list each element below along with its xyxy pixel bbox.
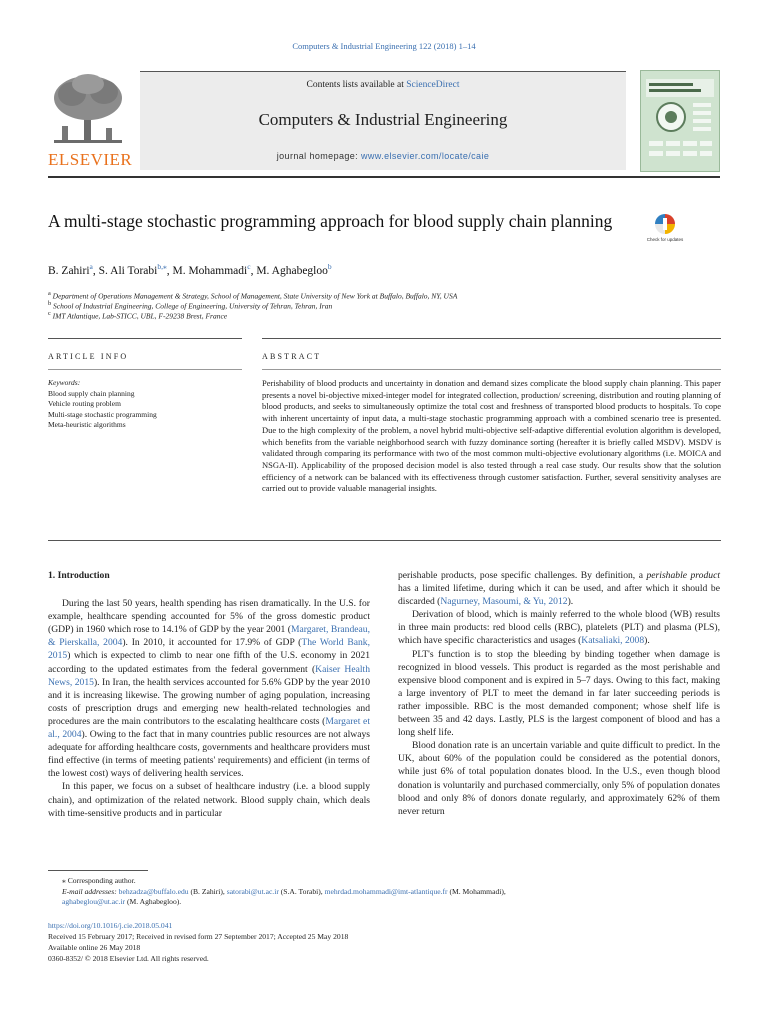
affil-text: School of Industrial Engineering, College of Engineering, University of Tehran, Tehran, Iran	[53, 301, 333, 311]
author-name[interactable]: M. Mohammadi	[172, 264, 248, 277]
author-affil-marker[interactable]: b	[327, 262, 332, 271]
doi-link[interactable]: https://doi.org/10.1016/j.cie.2018.05.041	[48, 921, 173, 930]
reference-link[interactable]: The World Bank, 2015	[48, 637, 370, 662]
corresponding-author-note: ⁎ Corresponding author.	[62, 876, 136, 885]
email-owner: (M. Mohammadi),	[447, 886, 506, 896]
email-link[interactable]: satorabi@ut.ac.ir	[226, 886, 279, 896]
paragraph	[398, 608, 720, 647]
paragraph	[48, 597, 370, 780]
abstract-bottom-rule	[48, 540, 721, 541]
contents-prefix: Contents lists available at	[306, 80, 407, 90]
author-name[interactable]: B. Zahiri	[48, 264, 90, 277]
contents-line	[140, 80, 626, 90]
email-owner: (B. Zahiri),	[188, 886, 227, 896]
reference-link[interactable]: Katsaliaki, 2008	[581, 635, 645, 647]
publication-info	[48, 920, 720, 964]
text-run: Derivation of blood, which is mainly referred to the whole blood (WB) results in three main products: red blood cells (RBC), platelets (PLT) and plasma (PLS), which have specific characteristics and usages (	[398, 609, 720, 647]
article-info-subrule	[48, 369, 242, 370]
keyword: Multi-stage stochastic programming	[48, 409, 157, 419]
author-name[interactable]: M. Aghabegloo	[256, 264, 328, 277]
check-updates-label: Check for updates	[646, 237, 684, 242]
author-name[interactable]: S. Ali Torabi	[98, 264, 158, 277]
affiliation-b	[48, 300, 668, 311]
journal-cover-thumbnail[interactable]	[640, 70, 720, 172]
paragraph	[398, 569, 720, 608]
body-left-column	[48, 569, 370, 820]
journal-citation[interactable]: Computers & Industrial Engineering 122 (2018) 1–14	[292, 41, 476, 51]
affil-text: IMT Atlantique, Lab-STICC, UBL, F-29238 Brest, France	[52, 311, 228, 321]
article-info-heading: ARTICLE INFO	[48, 352, 129, 361]
author-affil-marker[interactable]: c	[247, 262, 251, 271]
abstract-text: Perishability of blood products and uncertainty in donation and demand sizes complicate the blood supply chain planning. This paper presents a novel bi-objective mixed-integer model for integrated collection, production/ screening, distribution and routing planning of blood products, and seeks to simultaneously optimize the total cost and freshness of transported blood products to hospitals. To cope with inherent uncertainty of input data, a multi-stage stochastic programming approach with a combined scenario tree is presented. Due to the high complexity of the problem, a novel hybrid multi-objective self-adaptive differential evolution algorithm is developed, which benefits from the variable neighborhood search with fuzzy dominance sorting (hereafter it is briefly called MSDV). MSDV is validated through comparing its performance with two of the most common multi-objective evolutionary algorithms (i.e. MOICA and NSGA-II). Applicability of the proposed decision model is also tested through a real case study. Our results show that the solution efficiency of a network can be balanced with its effectiveness through customer satisfaction. Further, several sensitivity analyses are carried out to provide valuable managerial insights.	[262, 378, 721, 494]
text-run: ). In Iran, the health services accounted for 5.6% GDP by the year 2010 and it is increasing likewise. The growing number of aging population, increasing costs of prescription drugs and emerging new health-related technologies and procedures are the main contributors to the escalating healthcare costs (	[48, 676, 370, 727]
affil-text: Department of Operations Management & Strategy, School of Management, State University of New York at Buffalo, Buffalo, NY, USA	[52, 291, 458, 301]
footnote-rule	[48, 870, 148, 871]
available-online: Available online 26 May 2018	[48, 943, 141, 952]
homepage-prefix: journal homepage:	[276, 151, 361, 161]
journal-title: Computers & Industrial Engineering	[258, 110, 508, 129]
homepage-link[interactable]: www.elsevier.com/locate/caie	[361, 151, 490, 161]
email-addresses	[48, 887, 720, 908]
email-link[interactable]: behzadza@buffalo.edu	[118, 886, 189, 896]
article-info-rule	[48, 338, 242, 339]
affiliation-c	[48, 310, 668, 321]
text-run: perishable products, pose specific challenges. By definition, a	[398, 570, 647, 581]
keywords-block	[48, 378, 238, 431]
check-for-updates-icon[interactable]	[646, 212, 684, 252]
text-run: ). In 2010, it accounted for 17.9% of GDP (	[122, 637, 302, 649]
text-run: ) which is expected to climb to near one fifth of the U.S. economy in 2021 according to the updated estimates from the federal government (	[48, 650, 370, 675]
reference-link[interactable]: Kaiser Health News, 2015	[48, 663, 370, 688]
email-owner: (S.A. Torabi),	[278, 886, 325, 896]
emphasis-text: perishable product	[646, 570, 720, 581]
header-rule	[48, 176, 720, 178]
abstract-subrule	[262, 369, 721, 370]
affil-marker: b	[48, 300, 52, 307]
section-heading: 1. Introduction	[48, 570, 110, 581]
affil-marker: a	[48, 290, 51, 297]
email-link[interactable]: aghabeglou@ut.ac.ir	[62, 897, 126, 906]
text-run: ).	[644, 635, 650, 647]
paragraph: In this paper, we focus on a subset of healthcare industry (i.e. a blood supply chain), and optimization of the related network. Blood supply chain, which deals with time-sensitive products and in particular	[48, 781, 370, 819]
text-run: has a limited lifetime, during which it can be used, and after which it should be discarded (	[398, 583, 720, 608]
reference-link[interactable]: Nagurney, Masoumi, & Yu, 2012	[440, 596, 568, 608]
journal-header	[140, 71, 626, 170]
publisher-wordmark: ELSEVIER	[48, 150, 133, 169]
homepage-line	[140, 151, 626, 161]
paragraph: PLT's function is to stop the bleeding by binding together when damage is recognized in blood vessels. This product is regarded as the most perishable and expensive blood component and is expired in 5–7 days. Owing to this fact, making a large inventory of PLT to meet the demand in far later succeeding periods is rather impossible. RBC is the most demanded component; whose shelf life is between 35 and 42 days. Lastly, PLS is the largest component of blood and has a long shelf life.	[398, 648, 720, 739]
sciencedirect-link[interactable]: ScienceDirect	[406, 80, 460, 90]
text-run: During the last 50 years, health spending has risen dramatically. In the U.S. for example, healthcare spending accounted for 5% of the gross domestic product (GDP) in 1960 which rose to 14.1% of GDP by the year 2001 (	[48, 598, 370, 636]
abstract-rule	[262, 338, 721, 339]
article-title: A multi-stage stochastic programming approach for blood supply chain planning	[48, 211, 613, 231]
abstract-heading: ABSTRACT	[262, 352, 322, 361]
copyright: 0360-8352/ © 2018 Elsevier Ltd. All rights reserved.	[48, 954, 209, 963]
email-link[interactable]: mehrdad.mohammadi@imt-atlantique.fr	[324, 886, 448, 896]
text-run: ).	[567, 596, 574, 608]
paragraph: Blood donation rate is an uncertain variable and quite difficult to predict. In the UK, about 60% of the population could be considered as the potential donors, while just 6% of total population donates blood. In the U.S., even though blood donation is voluntarily and purchased commercially, only 5% of population donates blood and only 8% of donors donate regularly, and approximately 62% of them never return	[398, 740, 720, 817]
affil-marker: c	[48, 310, 51, 317]
author-list: B. Zahiri$^a$, S. Ali Torabi$^{b,⁎}$, M. Mohammadi$^c$, M. Aghabegloo$^b$	[48, 262, 332, 277]
reference-link[interactable]: Margaret et al., 2004	[48, 715, 370, 741]
keyword: Vehicle routing problem	[48, 399, 121, 409]
author-affil-marker[interactable]: a	[89, 262, 93, 271]
received-dates: Received 15 February 2017; Received in revised form 27 September 2017; Accepted 25 May 2018	[48, 932, 349, 941]
email-label: E-mail addresses:	[62, 886, 117, 896]
author-affil-marker[interactable]: b,⁎	[157, 262, 167, 271]
text-run: ). Owing to the fact that in many countries public resources are not always adequate for affording healthcare costs, governments and healthcare providers must find effective (in terms of meeting patients' requirements) and efficient (in terms of the lowest cost) ways of delivering health services.	[48, 729, 370, 780]
affiliation-a	[48, 290, 668, 301]
keyword: Blood supply chain planning	[48, 388, 135, 398]
reference-link[interactable]: Margaret, Brandeau, & Pierskalla, 2004	[48, 624, 370, 649]
keywords-label: Keywords:	[48, 378, 81, 387]
body-right-column	[398, 569, 720, 818]
email-owner: (M. Aghabegloo).	[125, 897, 182, 906]
keyword: Meta-heuristic algorithms	[48, 420, 126, 430]
footnotes	[48, 876, 720, 908]
